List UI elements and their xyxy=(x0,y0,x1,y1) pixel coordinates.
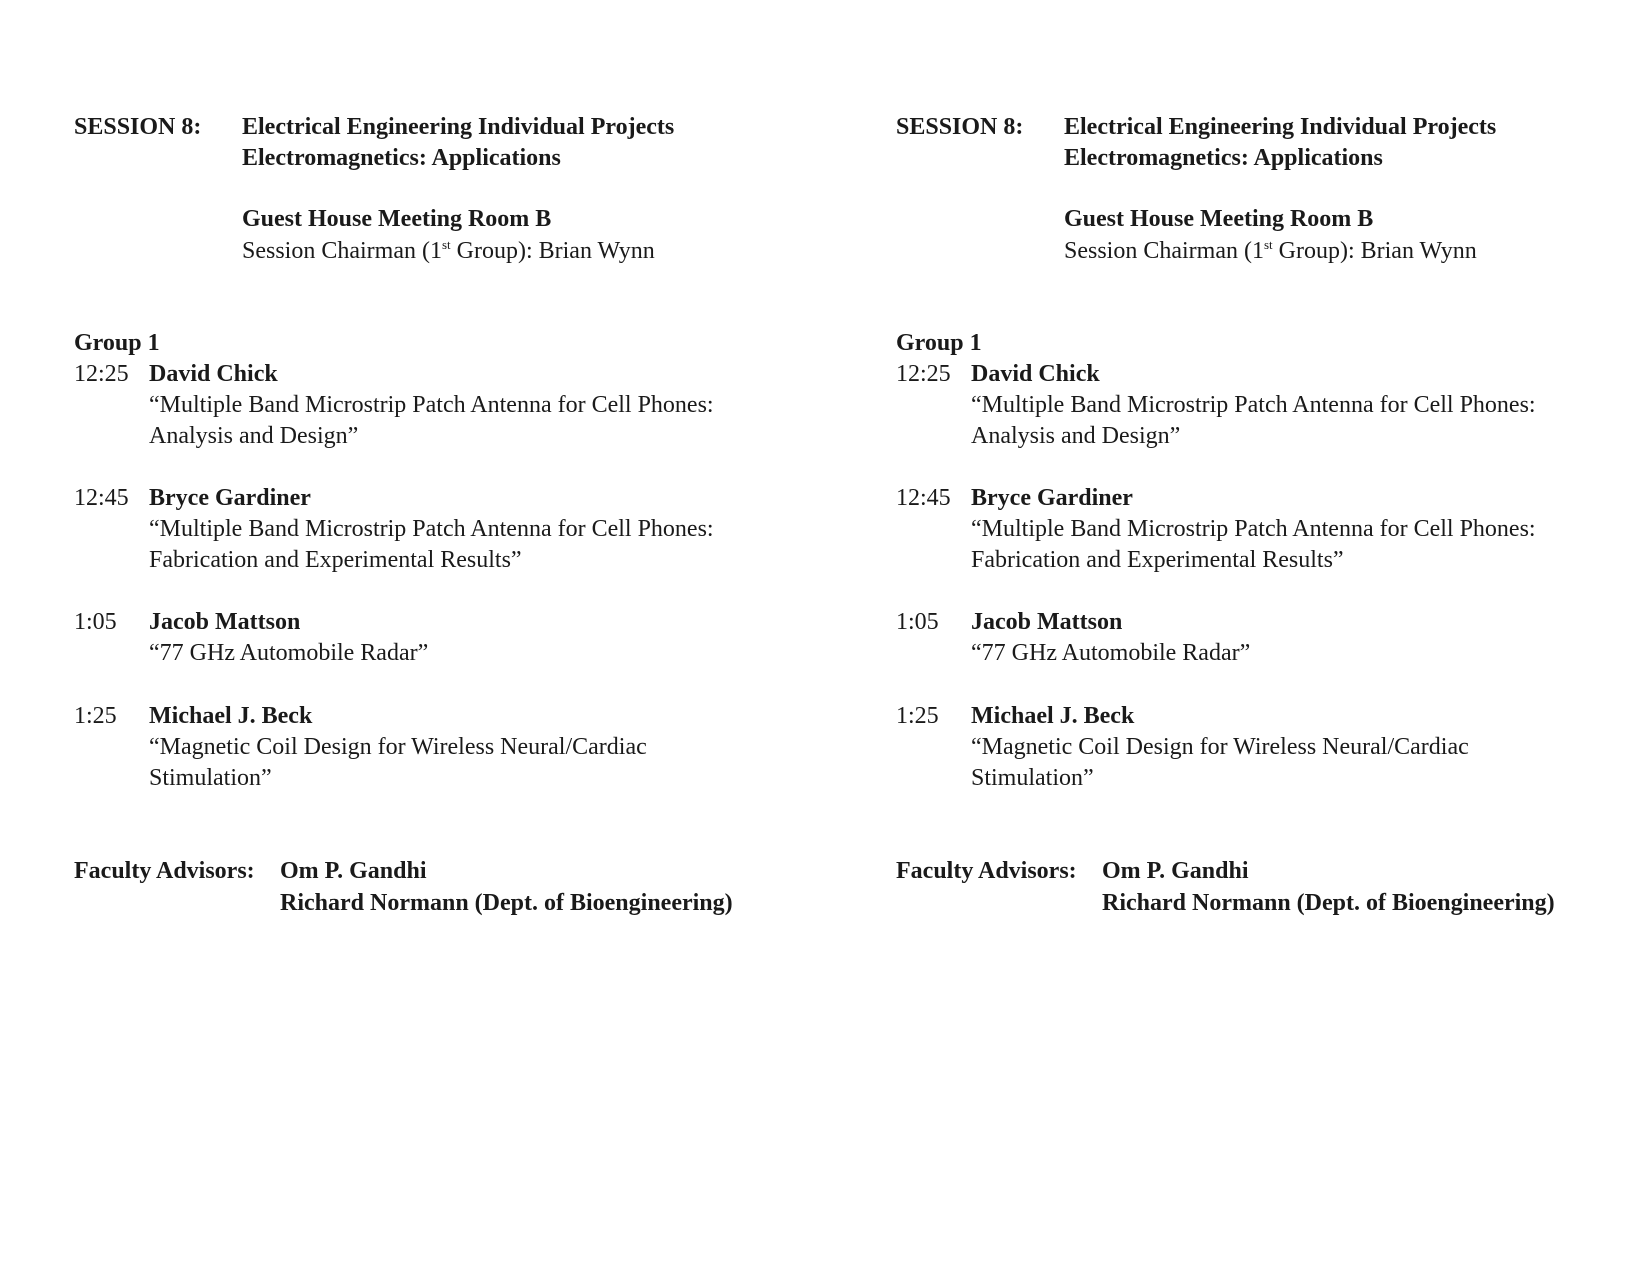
session-label: SESSION 8: xyxy=(896,114,1024,140)
talk-title-cont: Stimulation” xyxy=(149,765,272,791)
presenter-name: Jacob Mattson xyxy=(149,609,301,635)
faculty-advisor: Richard Normann (Dept. of Bioengineering) xyxy=(280,890,733,916)
slot-time: 12:45 xyxy=(896,485,951,511)
talk-title: “Magnetic Coil Design for Wireless Neural/Cardiac xyxy=(149,734,647,760)
chair-suffix: Group): Brian Wynn xyxy=(1272,238,1477,264)
talk-title-cont: Analysis and Design” xyxy=(971,423,1181,449)
presenter-name: David Chick xyxy=(971,361,1100,387)
slot-time: 1:05 xyxy=(74,609,117,635)
slot-time: 12:25 xyxy=(896,361,951,387)
talk-title-cont: Fabrication and Experimental Results” xyxy=(149,547,522,573)
session-subtitle: Electromagnetics: Applications xyxy=(242,145,561,171)
talk-title: “Multiple Band Microstrip Patch Antenna for Cell Phones: xyxy=(149,516,714,542)
presenter-name: Jacob Mattson xyxy=(971,609,1123,635)
group-label: Group 1 xyxy=(74,330,160,356)
program-page-right xyxy=(822,0,1562,1270)
talk-title-cont: Stimulation” xyxy=(971,765,1094,791)
talk-title: “Multiple Band Microstrip Patch Antenna for Cell Phones: xyxy=(149,392,714,418)
chair-suffix: Group): Brian Wynn xyxy=(450,238,655,264)
faculty-advisor: Om P. Gandhi xyxy=(1102,858,1249,884)
talk-title: “Multiple Band Microstrip Patch Antenna for Cell Phones: xyxy=(971,392,1536,418)
talk-title: “77 GHz Automobile Radar” xyxy=(971,640,1251,666)
presenter-name: Bryce Gardiner xyxy=(971,485,1133,511)
presenter-name: Bryce Gardiner xyxy=(149,485,311,511)
presenter-name: Michael J. Beck xyxy=(971,703,1135,729)
session-title: Electrical Engineering Individual Projects xyxy=(1064,114,1497,140)
faculty-advisors-label: Faculty Advisors: xyxy=(896,858,1077,884)
faculty-advisors-label: Faculty Advisors: xyxy=(74,858,255,884)
session-title: Electrical Engineering Individual Projects xyxy=(242,114,675,140)
session-chair xyxy=(242,236,655,266)
faculty-advisor: Om P. Gandhi xyxy=(280,858,427,884)
slot-time: 12:45 xyxy=(74,485,129,511)
group-label: Group 1 xyxy=(896,330,982,356)
chair-prefix: Session Chairman (1 xyxy=(242,238,442,264)
presenter-name: Michael J. Beck xyxy=(149,703,313,729)
session-room: Guest House Meeting Room B xyxy=(242,206,552,232)
chair-ordinal: st xyxy=(441,237,451,252)
chair-prefix: Session Chairman (1 xyxy=(1064,238,1264,264)
slot-time: 1:05 xyxy=(896,609,939,635)
slot-time: 1:25 xyxy=(74,703,117,729)
slot-time: 1:25 xyxy=(896,703,939,729)
chair-ordinal: st xyxy=(1263,237,1273,252)
talk-title: “Multiple Band Microstrip Patch Antenna for Cell Phones: xyxy=(971,516,1536,542)
session-label: SESSION 8: xyxy=(74,114,202,140)
talk-title: “Magnetic Coil Design for Wireless Neural/Cardiac xyxy=(971,734,1469,760)
talk-title: “77 GHz Automobile Radar” xyxy=(149,640,429,666)
faculty-advisor: Richard Normann (Dept. of Bioengineering) xyxy=(1102,890,1555,916)
talk-title-cont: Fabrication and Experimental Results” xyxy=(971,547,1344,573)
talk-title-cont: Analysis and Design” xyxy=(149,423,359,449)
session-chair xyxy=(1064,236,1477,266)
session-room: Guest House Meeting Room B xyxy=(1064,206,1374,232)
presenter-name: David Chick xyxy=(149,361,278,387)
session-subtitle: Electromagnetics: Applications xyxy=(1064,145,1383,171)
slot-time: 12:25 xyxy=(74,361,129,387)
